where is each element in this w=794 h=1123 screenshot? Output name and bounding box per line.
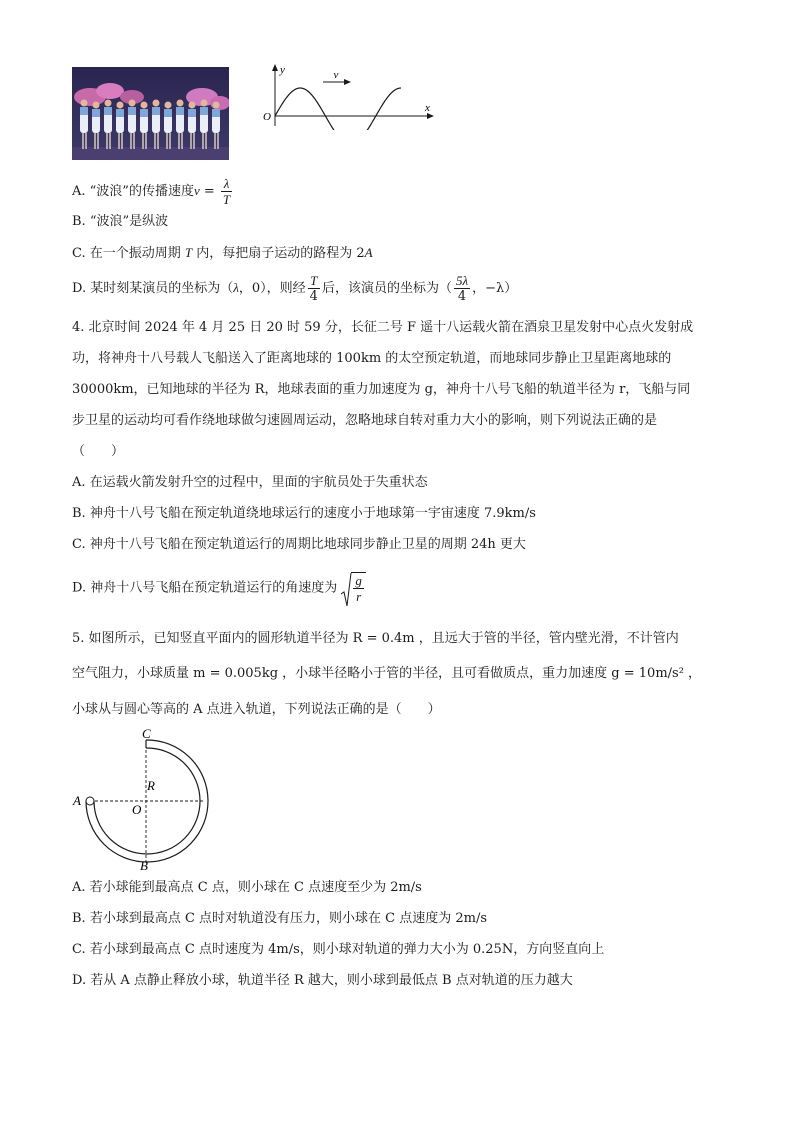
label-o: O	[132, 802, 142, 817]
track-figure	[66, 724, 216, 874]
label-r: R	[147, 778, 155, 793]
q5-option-a: A. 若小球能到最高点 C 点，则小球在 C 点速度至少为 2m/s	[72, 880, 422, 895]
q5-option-c: C. 若小球到最高点 C 点时速度为 4m/s，则小球对轨道的弹力大小为 0.25N，方向竖直向上	[72, 942, 605, 957]
wave-curve	[275, 88, 401, 130]
q3-option-d: D. 某时刻某演员的坐标为（λ，0），则经 $\frac{T}{4}$ 后，该演员的坐标为（ $\frac{5\lambda}{4}$ ，−λ）	[72, 273, 518, 304]
q5-option-b: B. 若小球到最高点 C 点时对轨道没有压力，则小球在 C 点速度为 2m/s	[72, 911, 488, 926]
label-c: C	[142, 726, 151, 741]
label-b: B	[140, 858, 148, 873]
q3-option-a: A. “波浪”的传播速度v = $\frac{\lambda}{T}$	[72, 176, 231, 207]
q4-stem-line-5: （ ）	[72, 444, 125, 459]
q3-option-c: C. 在一个振动周期 T 内，每把扇子运动的路程为 2A	[72, 245, 373, 261]
y-label: y	[280, 64, 285, 76]
q4-option-d: D. 神舟十八号飞船在预定轨道运行的角速度为 $\frac{g}{r}$	[72, 572, 366, 604]
q4-stem-line-3: 30000km，已知地球的半径为 R，地球表面的重力加速度为 g，神舟十八号飞船的轨道半径为 r，飞船与同	[72, 382, 691, 397]
origin-label: O	[263, 111, 271, 123]
sqrt-g-over-r: $\frac{g}{r}$	[341, 572, 366, 604]
q4-option-a: A. 在运载火箭发射升空的过程中，里面的宇航员处于失重状态	[72, 475, 428, 490]
ball	[86, 797, 94, 805]
q4-stem-line-1: 4. 北京时间 2024 年 4 月 25 日 20 时 59 分，长征二号 F 遥十八运载火箭在酒泉卫星发射中心点火发射成	[72, 320, 694, 335]
q3-option-b: B. “波浪”是纵波	[72, 214, 169, 229]
q4-stem-line-2: 功，将神舟十八号载人飞船送入了距离地球的 100km 的太空预定轨道，而地球同步静止卫星距离地球的	[72, 351, 672, 366]
q5-stem-line-1: 5. 如图所示，已知竖直平面内的圆形轨道半径为 R = 0.4m ，且远大于管的半径，管内壁光滑，不计管内	[72, 631, 679, 646]
q5-stem-line-3: 小球从与圆心等高的 A 点进入轨道，下列说法正确的是（ ）	[72, 702, 441, 717]
q4-option-b: B. 神舟十八号飞船在预定轨道绕地球运行的速度小于地球第一宇宙速度 7.9km/s	[72, 506, 536, 521]
q4-stem-line-4: 步卫星的运动均可看作绕地球做匀速圆周运动，忽略地球自转对重力大小的影响，则下列说法正确的是	[72, 413, 658, 428]
x-label: x	[425, 102, 430, 114]
q4-option-c: C. 神舟十八号飞船在预定轨道运行的周期比地球同步静止卫星的周期 24h 更大	[72, 537, 526, 552]
v-label: v	[333, 69, 339, 81]
wave-figure	[258, 60, 438, 130]
q5-option-d: D. 若从 A 点静止释放小球，轨道半径 R 越大，则小球到最低点 B 点对轨道的压力越大	[72, 973, 573, 988]
label-a: A	[73, 793, 81, 808]
dancers-photo	[72, 67, 229, 160]
q5-stem-line-2: 空气阻力，小球质量 m = 0.005kg ，小球半径略小于管的半径，且可看做质点，重力加速度 g = 10m/s² ，	[72, 666, 702, 681]
